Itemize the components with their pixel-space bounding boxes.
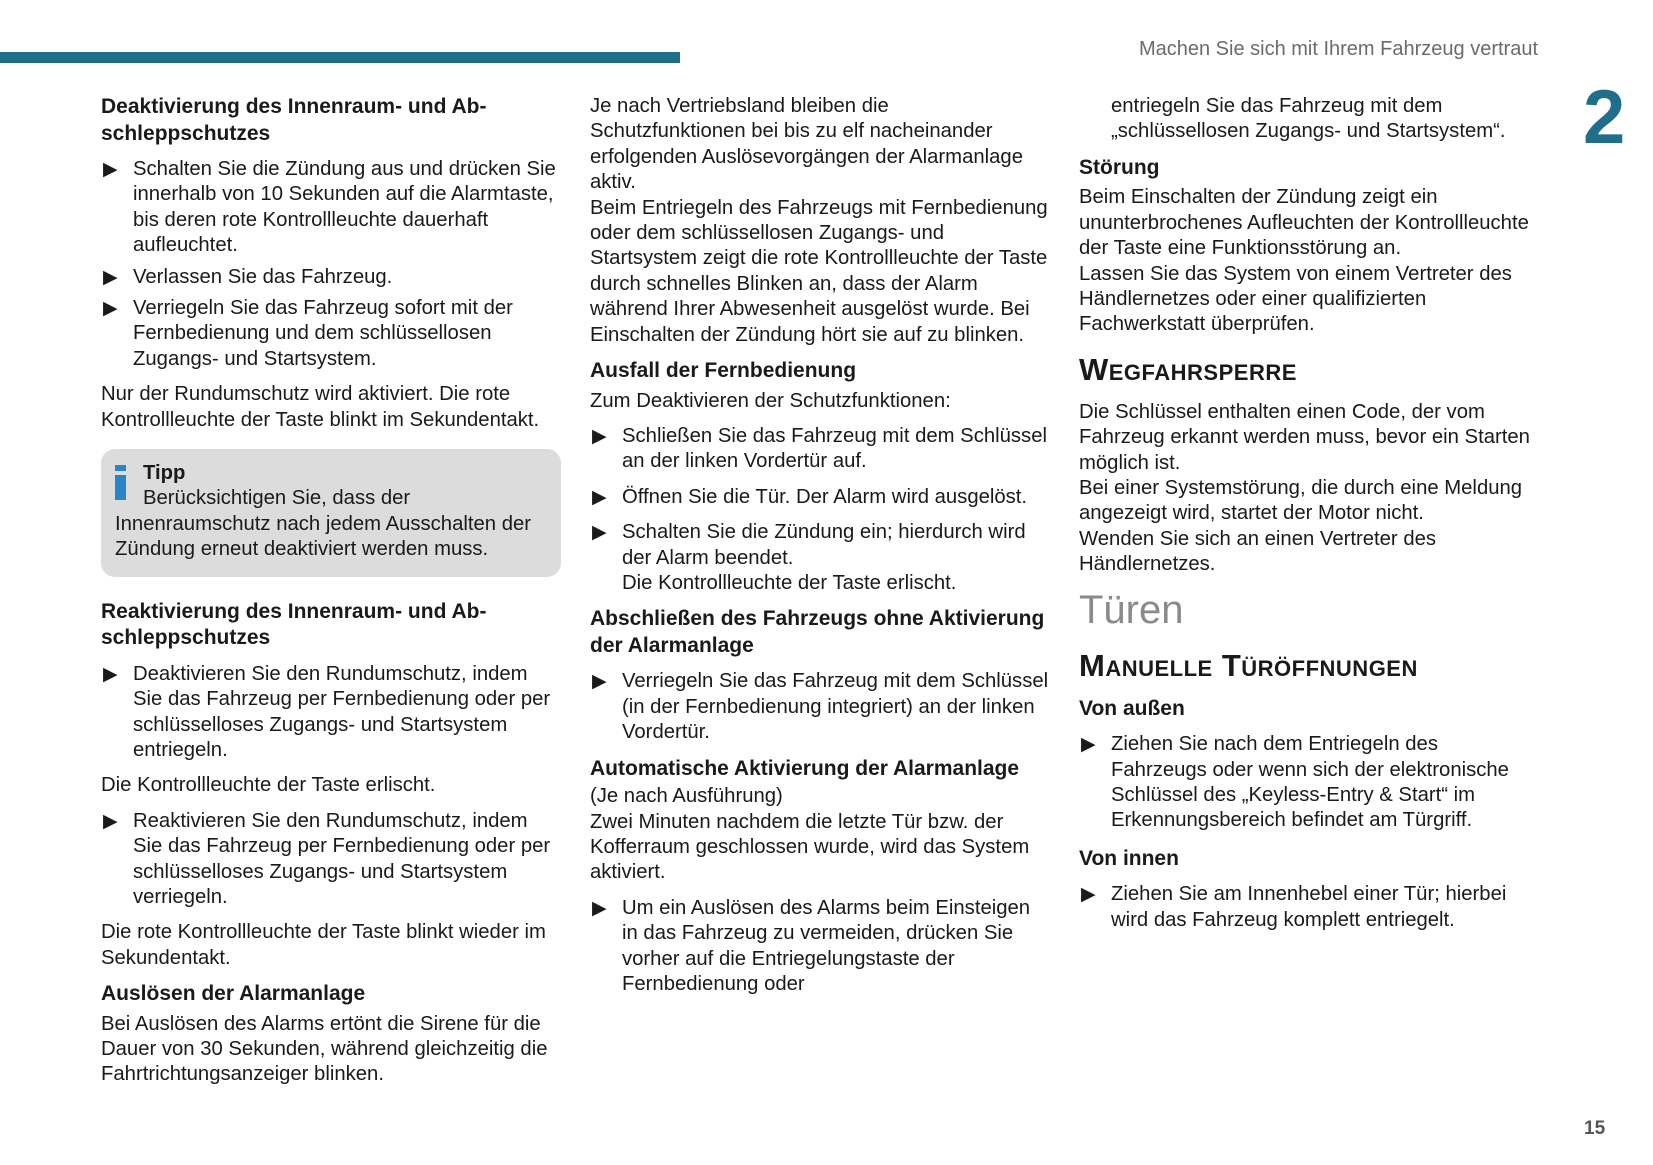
paragraph: Zum Deaktivieren der Schutzfunktionen: xyxy=(590,389,951,412)
heading-immobiliser: Wegfahrsperre xyxy=(1079,351,1297,387)
heading-auto-activation: Automatische Aktivierung der Alarmanlage xyxy=(590,756,1020,780)
tip-text-line: Berücksichtigen Sie, dass der xyxy=(143,487,411,510)
paragraph: Die Kontrollleuchte der Taste erlischt. xyxy=(101,774,436,797)
list-item: ▶ Schalten Sie die Zündung aus und drücken Sie innerhalb von 10 Sekunden auf die Alarmtaste, bis deren rote Kontrollleuchte dauerhaft aufleuchtet. xyxy=(103,158,556,257)
heading-malfunction: Störung xyxy=(1079,155,1160,179)
header-accent-bar xyxy=(0,52,680,63)
arrow-bullet-icon: ▶ xyxy=(1081,734,1096,756)
chapter-number: 2 xyxy=(1583,75,1626,160)
arrow-bullet-icon: ▶ xyxy=(1081,884,1096,906)
list-item: ▶ Verlassen Sie das Fahrzeug. xyxy=(101,265,561,290)
arrow-bullet-icon: ▶ xyxy=(592,486,607,508)
arrow-bullet-icon: ▶ xyxy=(103,159,118,180)
tip-box xyxy=(101,449,561,577)
paragraph: Je nach Vertriebsland bleiben die Schutzfunktionen bei bis zu elf nacheinander erfolgenden Auslösevorgängen der Alarmanlage aktiv. Beim Entriegeln des Fahrzeugs mit Fernbedienung oder dem schlüssellosen Zugangs- und Startsystem zeigt die rote Kontrollleuchte der Taste durch schnelles Blinken an, dass der Alarm während Ihrer Abwesenheit ausgelöst wurde. Bei Einschalten der Zündung hört sie auf zu blinken. xyxy=(590,95,1048,346)
arrow-bullet-icon: ▶ xyxy=(103,810,118,832)
heading-alarm-trigger: Auslösen der Alarmanlage xyxy=(101,982,366,1006)
paragraph: entriegeln Sie das Fahrzeug mit dem „schlüssellosen Zugangs- und Startsystem“. xyxy=(1111,95,1506,143)
heading-deactivation: Deaktivierung des Innenraum- und Abschleppschutzes xyxy=(101,95,487,145)
column-2 xyxy=(590,94,1050,1003)
list-item: ▶ Ziehen Sie am Innenhebel einer Tür; hierbei wird das Fahrzeug komplett entriegelt. xyxy=(1081,883,1507,931)
list-item: ▶ Deaktivieren Sie den Rundumschutz, indem Sie das Fahrzeug per Fernbedienung oder per schlüsselloses Zugangs- und Startsystem entriegeln. xyxy=(103,662,551,761)
page-number: 15 xyxy=(1584,1118,1606,1139)
paragraph: Die rote Kontrollleuchte der Taste blinkt wieder im Sekundentakt. xyxy=(101,921,546,969)
arrow-bullet-icon: ▶ xyxy=(592,671,607,693)
list-item: ▶ Verriegeln Sie das Fahrzeug mit dem Schlüssel (in der Fernbedienung integriert) an der linken Vordertür. xyxy=(592,670,1049,744)
heading-remote-failure: Ausfall der Fernbedienung xyxy=(590,359,857,383)
arrow-bullet-icon: ▶ xyxy=(592,897,607,919)
list-item: ▶ Schließen Sie das Fahrzeug mit dem Schlüssel an der linken Vordertür auf. xyxy=(592,424,1047,473)
list-item: ▶ Schalten Sie die Zündung ein; hierdurch wird der Alarm beendet. Die Kontrollleuchte der Taste erlischt. xyxy=(592,521,1026,594)
column-1 xyxy=(101,94,561,1098)
list-item: ▶ Verriegeln Sie das Fahrzeug sofort mit der Fernbedienung und dem schlüssellosen Zugangs- und Startsystem. xyxy=(103,297,513,370)
arrow-bullet-icon: ▶ xyxy=(592,425,607,447)
heading-from-inside: Von innen xyxy=(1079,846,1179,870)
paragraph: (Je nach Ausführung) Zwei Minuten nachdem die letzte Tür bzw. der Kofferraum geschlossen wurde, wird das System aktiviert. xyxy=(590,785,1030,884)
paragraph: Bei Auslösen des Alarms ertönt die Sirene für die Dauer von 30 Sekunden, während gleichzeitig die Fahrtrichtungsanzeiger blinken. xyxy=(101,1012,548,1086)
tip-text: Innenraumschutz nach jedem Ausschalten der Zündung erneut deaktiviert werden muss. xyxy=(115,512,532,561)
heading-reactivation: Reaktivierung des Innenraum- und Abschleppschutzes xyxy=(101,599,487,650)
column-3 xyxy=(1079,94,1539,939)
paragraph: Beim Einschalten der Zündung zeigt ein ununterbrochenes Aufleuchten der Kontrollleuchte der Taste eine Funktionsstörung an. Lassen Sie das System von einem Vertreter des Händlernetzes oder einer qualifizierten Fachwerkstatt überprüfen. xyxy=(1079,186,1529,336)
paragraph: Die Schlüssel enthalten einen Code, der vom Fahrzeug erkannt werden muss, bevor ein Starten möglich ist. Bei einer Systemstörung, die durch eine Meldung angezeigt wird, startet der Motor nicht. Wenden Sie sich an einen Vertreter des Händlernetzes. xyxy=(1079,400,1530,576)
list-item: ▶ Reaktivieren Sie den Rundumschutz, indem Sie das Fahrzeug per Fernbedienung oder per schlüsselloses Zugangs- und Startsystem verriegeln. xyxy=(103,809,551,908)
list-item: ▶ Öffnen Sie die Tür. Der Alarm wird ausgelöst. xyxy=(590,485,1050,510)
heading-manual-door-opening: Manuelle Türöffnungen xyxy=(1079,647,1418,683)
heading-lock-without-alarm: Abschließen des Fahrzeugs ohne Aktivierung der Alarmanlage xyxy=(590,607,1045,657)
heading-from-outside: Von außen xyxy=(1079,696,1185,720)
tip-title: Tipp xyxy=(143,462,186,485)
paragraph: Nur der Rundumschutz wird aktiviert. Die rote Kontrollleuchte der Taste blinkt im Sekundentakt. xyxy=(101,383,540,431)
running-title: Machen Sie sich mit Ihrem Fahrzeug vertraut xyxy=(1138,38,1538,60)
arrow-bullet-icon: ▶ xyxy=(103,266,118,288)
info-icon xyxy=(115,465,126,501)
arrow-bullet-icon: ▶ xyxy=(103,298,118,320)
list-item: ▶ Um ein Auslösen des Alarms beim Einsteigen in das Fahrzeug zu vermeiden, drücken Sie vorher auf die Entriegelungstaste der Fernbedienung oder xyxy=(592,896,1031,995)
arrow-bullet-icon: ▶ xyxy=(592,522,607,544)
arrow-bullet-icon: ▶ xyxy=(103,663,118,685)
list-item: ▶ Ziehen Sie nach dem Entriegeln des Fahrzeugs oder wenn sich der elektronische Schlüssel des „Keyless-Entry & Start“ im Erkennungsbereich befindet am Türgriff. xyxy=(1081,733,1509,832)
section-title-doors: Türen xyxy=(1079,587,1184,632)
